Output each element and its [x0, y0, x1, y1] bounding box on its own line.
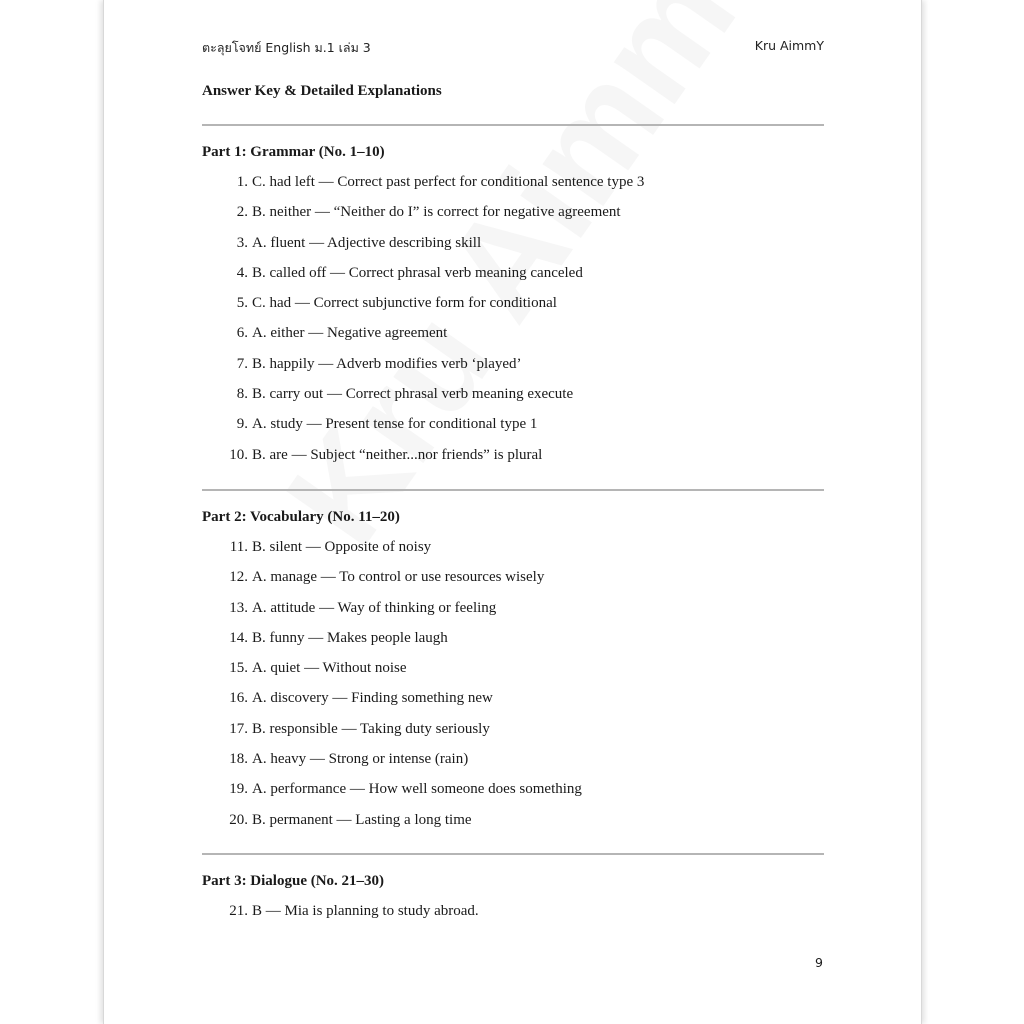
item-number: 18.: [229, 751, 248, 768]
answer-item: [202, 539, 824, 569]
section-dialogue: [202, 853, 824, 933]
section-divider: [202, 853, 824, 855]
item-text: B. responsible — Taking duty seriously: [252, 720, 490, 737]
item-text: B. carry out — Correct phrasal verb meaning execute: [252, 386, 574, 403]
answer-item: [202, 903, 824, 933]
item-number: 20.: [229, 811, 248, 828]
item-text: A. heavy — Strong or intense (rain): [252, 751, 469, 768]
item-text: B. funny — Makes people laugh: [252, 629, 448, 646]
item-text: A. fluent — Adjective describing skill: [252, 234, 482, 251]
item-number: 3.: [236, 234, 248, 251]
section-grammar: [202, 124, 824, 477]
answer-item: [202, 690, 824, 720]
item-text: A. manage — To control or use resources wisely: [252, 569, 545, 586]
answer-item: [202, 569, 824, 599]
item-text: A. quiet — Without noise: [252, 660, 407, 677]
section-title: Part 3: Dialogue (No. 21–30): [202, 873, 385, 889]
item-number: 8.: [236, 386, 248, 403]
item-number: 17.: [229, 720, 248, 737]
item-text: C. had left — Correct past perfect for conditional sentence type 3: [252, 174, 645, 190]
page-title: Answer Key & Detailed Explanations: [202, 83, 442, 99]
section-vocabulary: [202, 489, 824, 842]
item-number: 9.: [236, 416, 248, 433]
item-text: C. had — Correct subjunctive form for conditional: [252, 295, 557, 312]
section-divider: [202, 124, 824, 126]
answer-item: [202, 447, 824, 477]
header-author: Kru AimmY: [754, 38, 824, 53]
answer-item: [202, 295, 824, 325]
item-number: 12.: [229, 569, 248, 586]
item-text: A. discovery — Finding something new: [252, 690, 493, 707]
item-text: B. happily — Adverb modifies verb ‘played’: [252, 355, 522, 372]
item-number: 11.: [229, 539, 248, 555]
answer-item: [202, 356, 824, 386]
item-number: 5.: [236, 295, 248, 312]
answer-item: [202, 265, 824, 295]
item-number: 2.: [236, 204, 248, 221]
item-text: B — Mia is planning to study abroad.: [252, 903, 479, 919]
answer-item: [202, 386, 824, 416]
page-number: 9: [815, 955, 823, 970]
answer-item: [202, 416, 824, 446]
item-number: 16.: [229, 690, 248, 707]
item-text: B. silent — Opposite of noisy: [252, 539, 432, 555]
answer-item: [202, 751, 824, 781]
item-text: B. are — Subject “neither...nor friends” is plural: [252, 446, 543, 463]
item-number: 1.: [236, 174, 248, 190]
answer-item: [202, 630, 824, 660]
item-number: 21.: [229, 903, 248, 919]
item-number: 4.: [236, 264, 248, 281]
answer-item: [202, 812, 824, 842]
answer-item: [202, 235, 824, 265]
answer-item: [202, 781, 824, 811]
item-text: A. either — Negative agreement: [252, 325, 448, 342]
item-number: 14.: [229, 629, 248, 646]
item-number: 7.: [236, 355, 248, 372]
answer-item: [202, 204, 824, 234]
item-number: 10.: [229, 446, 248, 463]
header-book-title: ตะลุยโจทย์ English ม.1 เล่ม 3: [202, 40, 371, 55]
item-number: 15.: [229, 660, 248, 677]
section-divider: [202, 489, 824, 491]
document-page: [103, 0, 922, 1024]
item-text: B. neither — “Neither do I” is correct for negative agreement: [252, 204, 621, 221]
item-number: 6.: [236, 325, 248, 342]
item-text: A. attitude — Way of thinking or feeling: [252, 599, 497, 616]
item-text: A. performance — How well someone does something: [252, 781, 582, 798]
answer-item: [202, 325, 824, 355]
item-text: B. permanent — Lasting a long time: [252, 811, 472, 828]
section-title: Part 1: Grammar (No. 1–10): [202, 144, 385, 160]
answer-item: [202, 600, 824, 630]
item-number: 19.: [229, 781, 248, 798]
section-title: Part 2: Vocabulary (No. 11–20): [202, 509, 400, 525]
item-text: A. study — Present tense for conditional type 1: [252, 416, 538, 433]
item-number: 13.: [229, 599, 248, 616]
answer-item: [202, 174, 824, 204]
answer-item: [202, 721, 824, 751]
item-text: B. called off — Correct phrasal verb meaning canceled: [252, 264, 583, 281]
answer-item: [202, 660, 824, 690]
